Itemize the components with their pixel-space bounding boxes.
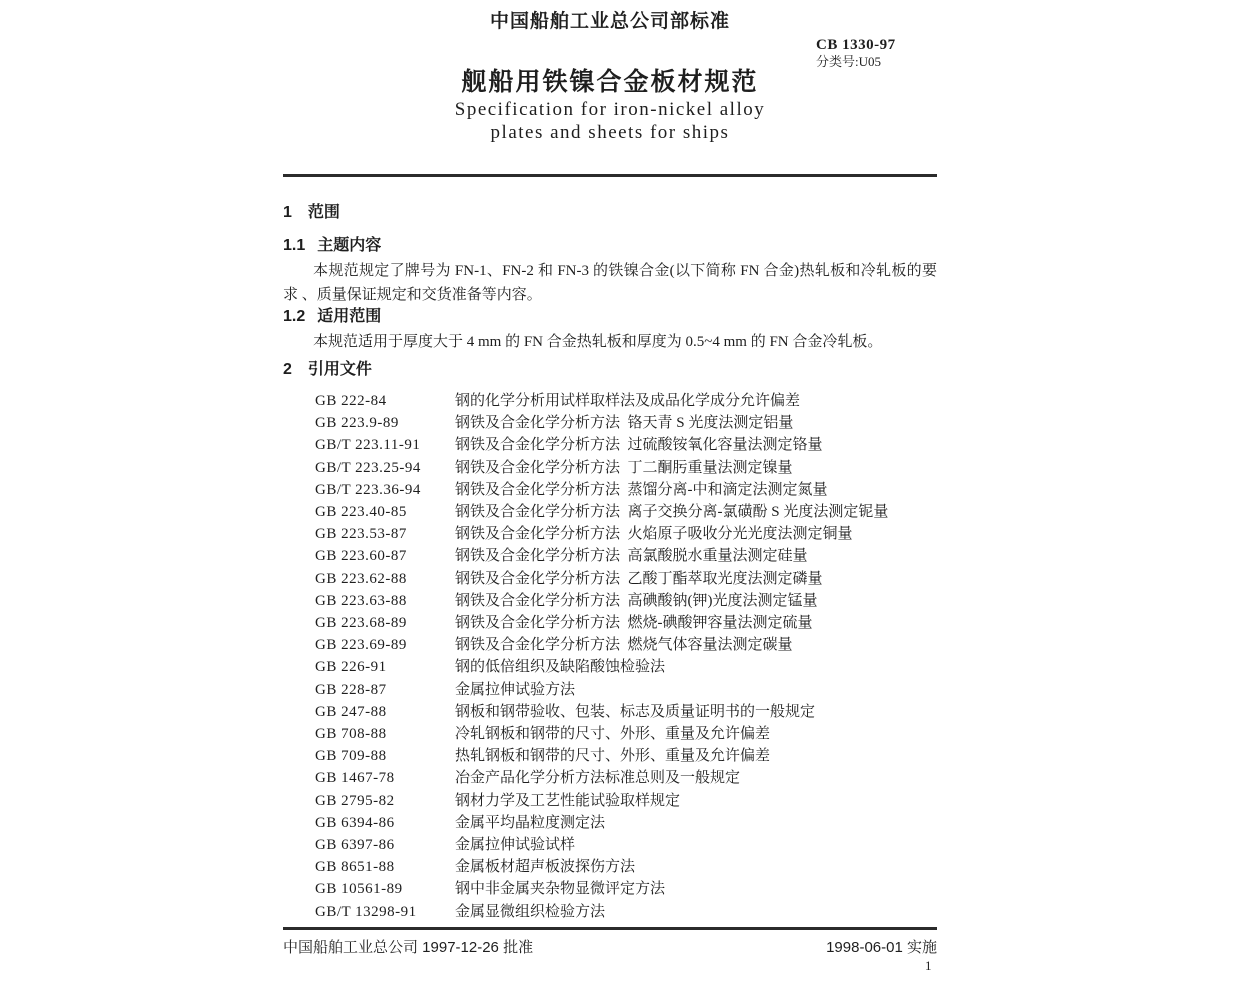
reference-title: 金属板材超声板波探伤方法: [455, 859, 636, 876]
footer-divider: [283, 927, 937, 930]
reference-row: [315, 390, 937, 412]
reference-title: 热轧钢板和钢带的尺寸、外形、重量及允许偏差: [455, 748, 771, 765]
reference-row: [315, 479, 937, 501]
reference-code: GB 8651-88: [315, 859, 395, 876]
section-1-1-title: 主题内容: [317, 237, 382, 254]
reference-code: GB 6397-86: [315, 837, 395, 854]
section-1-title: 范围: [307, 204, 340, 221]
reference-code: GB 223.69-89: [315, 637, 407, 654]
reference-row: [315, 790, 937, 812]
reference-code: GB/T 13298-91: [315, 903, 417, 920]
reference-title: 钢铁及合金化学分析方法 高碘酸钠(钾)光度法测定锰量: [455, 592, 818, 609]
page-content: [283, 0, 937, 958]
section-2-heading: [283, 360, 937, 380]
document-title-en: [283, 98, 937, 144]
reference-title: 金属平均晶粒度测定法: [455, 814, 606, 831]
reference-title: 钢中非金属夹杂物显微评定方法: [455, 881, 666, 898]
reference-code: GB 247-88: [315, 703, 387, 720]
reference-code: GB 708-88: [315, 726, 387, 743]
reference-code: GB 223.40-85: [315, 504, 407, 521]
reference-row: [315, 723, 937, 745]
reference-row: [315, 901, 937, 923]
reference-code: GB 1467-78: [315, 770, 395, 787]
reference-code: GB 223.53-87: [315, 526, 407, 543]
reference-row: [315, 545, 937, 567]
reference-row: [315, 679, 937, 701]
reference-title: 钢铁及合金化学分析方法 高氯酸脱水重量法测定硅量: [455, 548, 808, 565]
implementation-note: 1998-06-01 实施: [826, 938, 937, 956]
reference-code: GB 222-84: [315, 393, 387, 409]
reference-title: 钢铁及合金化学分析方法 燃烧气体容量法测定碳量: [455, 637, 793, 654]
reference-title: 钢铁及合金化学分析方法 乙酸丁酯萃取光度法测定磷量: [455, 570, 823, 587]
reference-code: GB 709-88: [315, 748, 387, 765]
reference-code: GB 10561-89: [315, 881, 403, 898]
standard-number-block: [816, 36, 896, 70]
reference-row: [315, 434, 937, 456]
reference-code: GB 223.63-88: [315, 592, 407, 609]
reference-row: [315, 701, 937, 723]
reference-title: 钢铁及合金化学分析方法 铬天青 S 光度法测定铝量: [455, 415, 794, 432]
reference-row: [315, 745, 937, 767]
page-footer: [283, 938, 937, 958]
section-2-title: 引用文件: [307, 361, 372, 378]
reference-title: 金属拉伸试验方法: [455, 681, 576, 698]
approval-note: 中国船舶工业总公司 1997-12-26 批准: [283, 938, 534, 956]
classification-number: 分类号:U05: [816, 54, 882, 69]
reference-code: GB 223.9-89: [315, 415, 399, 432]
reference-code: GB/T 223.11-91: [315, 437, 421, 454]
reference-title: 钢板和钢带验收、包装、标志及质量证明书的一般规定: [455, 703, 816, 720]
section-1-1-number: 1.1: [283, 237, 306, 254]
document-title-en-line1: Specification for iron-nickel alloy: [454, 99, 766, 120]
reference-code: GB 6394-86: [315, 814, 395, 831]
document-title-en-line2: plates and sheets for ships: [490, 122, 730, 143]
reference-title: 钢铁及合金化学分析方法 过硫酸铵氧化容量法测定铬量: [455, 437, 823, 454]
section-1-2-body: 本规范适用于厚度大于 4 mm 的 FN 合金热轧板和厚度为 0.5~4 mm 的 FN 合金冷轧板。: [313, 334, 883, 350]
reference-code: GB 2795-82: [315, 792, 395, 809]
org-standard-label: 中国船舶工业总公司部标准: [489, 11, 730, 32]
section-1-2-title: 适用范围: [317, 308, 382, 325]
standard-number: CB 1330-97: [816, 37, 896, 53]
reference-title: 钢材力学及工艺性能试验取样规定: [455, 792, 681, 809]
reference-title: 钢的低倍组织及缺陷酸蚀检验法: [455, 659, 666, 676]
reference-title: 钢铁及合金化学分析方法 离子交换分离-氯磺酚 S 光度法测定铌量: [455, 504, 889, 521]
section-2-number: 2: [283, 361, 292, 378]
reference-row: [315, 457, 937, 479]
reference-row: [315, 856, 937, 878]
reference-row: [315, 523, 937, 545]
reference-list: [283, 390, 937, 923]
reference-code: GB 226-91: [315, 659, 387, 676]
section-1-2-heading: [283, 307, 937, 327]
page-number: 1: [925, 958, 932, 973]
reference-code: GB 223.68-89: [315, 615, 407, 632]
reference-row: [315, 634, 937, 656]
reference-row: [315, 412, 937, 434]
reference-code: GB 223.62-88: [315, 570, 407, 587]
reference-code: GB/T 223.25-94: [315, 459, 421, 476]
reference-title: 钢铁及合金化学分析方法 蒸馏分离-中和滴定法测定氮量: [455, 481, 828, 498]
reference-title: 金属拉伸试验试样: [455, 837, 576, 854]
reference-code: GB 223.60-87: [315, 548, 407, 565]
reference-title: 冷轧钢板和钢带的尺寸、外形、重量及允许偏差: [455, 726, 771, 743]
reference-title: 钢铁及合金化学分析方法 火焰原子吸收分光光度法测定铜量: [455, 526, 853, 543]
reference-code: GB/T 223.36-94: [315, 481, 421, 498]
section-1-1-heading: [283, 236, 937, 256]
document-title-cn: 舰船用铁镍合金板材规范: [461, 68, 759, 96]
header-divider: [283, 174, 937, 177]
section-1-1-body: 本规范规定了牌号为 FN-1、FN-2 和 FN-3 的铁镍合金(以下简称 FN 合金)热轧板和冷轧板的要求 、质量保证规定和交货准备等内容。: [283, 263, 937, 303]
reference-title: 金属显微组织检验方法: [455, 903, 606, 920]
reference-title: 钢铁及合金化学分析方法 丁二酮肟重量法测定镍量: [455, 459, 793, 476]
reference-row: [315, 501, 937, 523]
reference-row: [315, 812, 937, 834]
reference-row: [315, 612, 937, 634]
section-1-heading: [283, 203, 937, 223]
reference-row: [315, 834, 937, 856]
reference-title: 冶金产品化学分析方法标准总则及一般规定: [455, 770, 741, 787]
reference-row: [315, 767, 937, 789]
reference-title: 钢的化学分析用试样取样法及成品化学成分允许偏差: [455, 393, 801, 409]
reference-row: [315, 590, 937, 612]
section-1-2-number: 1.2: [283, 308, 306, 325]
reference-code: GB 228-87: [315, 681, 387, 698]
reference-row: [315, 568, 937, 590]
reference-row: [315, 878, 937, 900]
section-1-number: 1: [283, 204, 292, 221]
reference-row: [315, 656, 937, 678]
reference-title: 钢铁及合金化学分析方法 燃烧-碘酸钾容量法测定硫量: [455, 615, 813, 632]
